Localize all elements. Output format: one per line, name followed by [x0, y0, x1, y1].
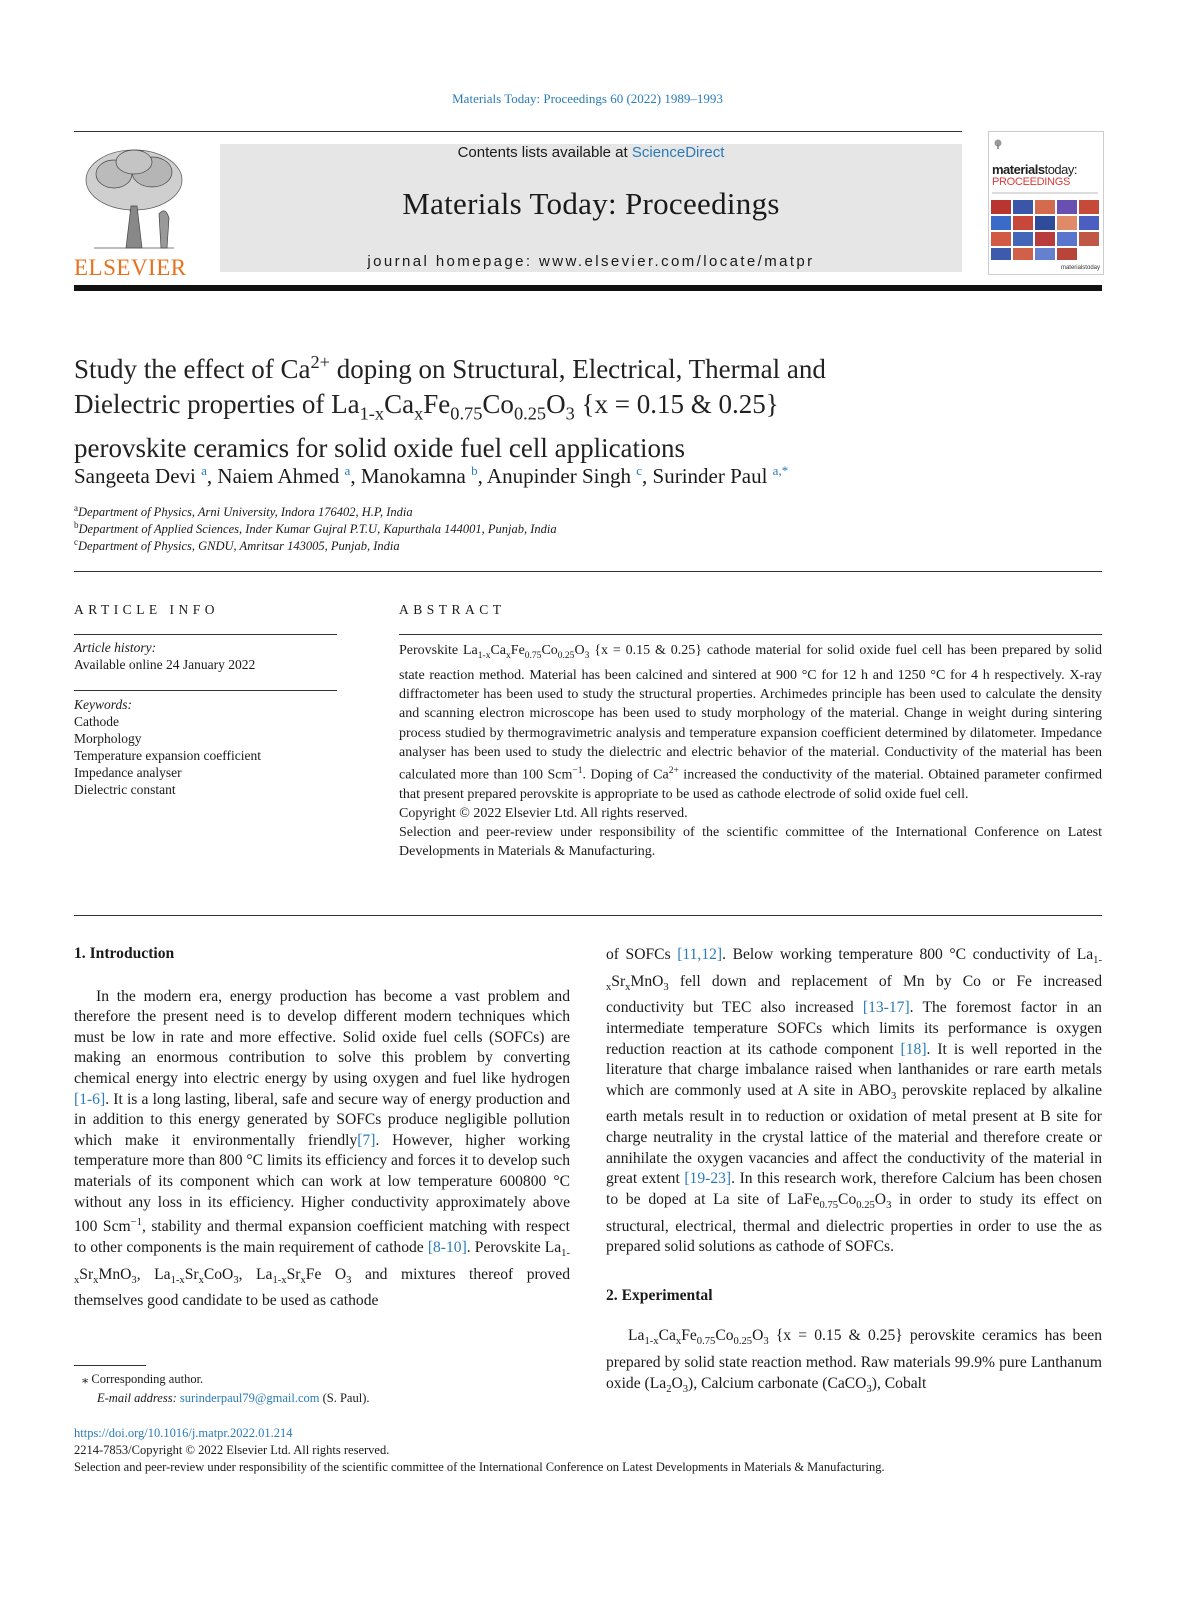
keyword: Dielectric constant [74, 782, 176, 797]
elsevier-tree-icon [74, 144, 194, 252]
header-rule-thick [74, 285, 1102, 291]
article-history: Article history: Available online 24 January 2022 [74, 640, 256, 672]
intro-paragraph-cont: of SOFCs [11,12]. Below working temperature 800 °C conductivity of $La_{1-x}Sr_xMnO_3$ fell down and replacement of Mn by Co or Fe increased conductivity but TEC also increased [13-17]. The foremost factor in an intermediate temperature SOFCs which limits its performance is oxygen reduction reaction at its cathode component [18]. It is well reported in the literature that charge imbalance raised when lanthanides or rare earth metals which are commonly used at A site in $ABO_3$ perovskite replaced by alkaline earth metals result in to reduction or oxidation of metal present at B site for charge neutrality in the crystal lattice of the material and therefore create or annihilate the oxygen vacancies and affect the conductivity of the material in great extent [19-23]. In this research work, therefore Calcium has been chosen to be doped at La site of $LaFe_{0.75}Co_{0.25}O_3$ in order to study its effect on structural, electrical, thermal and dielectric properties in order to use the as prepared solid solutions as cathode of SOFCs. [606, 946, 1102, 1256]
keyword: Cathode [74, 714, 119, 729]
author-list: Sangeeta Devi $^a$, Naiem Ahmed $^a$, Manokamna $^b$, Anupinder Singh $^c$, Surinder Paul $^{a,*}$ [74, 463, 789, 488]
peer-review-footer: Selection and peer-review under responsibility of the scientific committee of the International Conference on Latest Developments in Materials & Manufacturing. [74, 1460, 885, 1474]
author[interactable]: Sangeeta Devi $^a$ [74, 463, 207, 488]
journal-citation[interactable]: Materials Today: Proceedings 60 (2022) 1989–1993 [452, 91, 723, 106]
contents-line: Contents lists available at ScienceDirect [457, 144, 725, 161]
experimental-paragraph: $La_{1-x}Ca_xFe_{0.75}Co_{0.25}O_3$ {x = 0.15 & 0.25} perovskite ceramics has been prepared by solid state reaction method. Raw materials 99.9% pure Lanthanum oxide $(La_2O_3)$, Calcium carbonate (CaCO$_3$), Cobalt [606, 1327, 1102, 1395]
cover-title: materialstoday: [992, 162, 1078, 177]
section-heading: 1. Introduction [74, 945, 175, 962]
abstract-body: Perovskite $La_{1-x}Ca_xFe_{0.75}Co_{0.25}O_3$ {x = 0.15 & 0.25} cathode material for solid oxide fuel cell has been prepared by solid state reaction method. Material has been calcined and sintered at 900 °C for 12 h and 1250 °C for 4 h respectively. X-ray diffractometer has been used to study the structural properties. Archimedes principle has been used to calculate the density and scanning electron microscope has been used to study morphology of the material. Change in weight during sintering process studied by thermogravimetric analysis and temperature expansion coefficient determined by dilatometer. Impedance analyser has been used to study the dielectric and electric behavior of the material. Conductivity of the material has been calculated more than 100 Scm$^{-1}$. Doping of $Ca^{2+}$ increased the conductivity of the material. Obtained parameter confirmed that present prepared perovskite is appropriate to be used as cathode electrode of solid oxide fuel cell. Copyright © 2022 Elsevier Ltd. All rights reserved. Selection and peer-review under responsibility of the scientific committee of the International Conference on Latest Developments in Materials & Manufacturing. [399, 641, 1102, 862]
article-info-heading: ARTICLE INFO [74, 602, 220, 617]
issn-line: 2214-7853/Copyright © 2022 Elsevier Ltd. All rights reserved. [74, 1443, 390, 1457]
journal-homepage[interactable]: journal homepage: www.elsevier.com/locate/matpr [367, 253, 815, 270]
doi-link[interactable]: https://doi.org/10.1016/j.matpr.2022.01.214 [74, 1426, 293, 1440]
sciencedirect-link[interactable]: ScienceDirect [631, 144, 725, 161]
journal-name: Materials Today: Proceedings [402, 186, 780, 221]
cover-footer: materialstoday [1060, 265, 1100, 271]
affiliation: $^c$Department of Physics, GNDU, Amritsar 143005, Punjab, India [74, 537, 400, 554]
email-link[interactable]: surinderpaul79@gmail.com [179, 1391, 320, 1405]
divider [74, 634, 337, 635]
ref-link[interactable]: [8-10] [427, 1238, 467, 1256]
journal-cover[interactable] [988, 131, 1104, 275]
ref-link[interactable]: [19-23] [684, 1170, 732, 1188]
section-heading: 2. Experimental [606, 1286, 713, 1304]
intro-paragraph: In the modern era, energy production has become a vast problem and therefore the present need is to develop different modern techniques which must be low in rate and more effective. Solid oxide fuel cells (SOFCs) are making an enormous contribution to solve this problem by converting chemical energy into electric energy by using oxygen and fuel like hydrogen [1-6]. It is a long lasting, liberal, safe and secure way of energy production and in addition to this energy generated by SOFCs produce negligible pollution which make it environmentally friendly[7]. However, higher working temperature more than 800 °C limits its efficiency and forces it to develop such materials of its component which can work at low temperature 600800 °C without any loss in its efficiency. Higher conductivity approximately above 100 Scm$^{-1}$, stability and thermal expansion coefficient matching with respect to other components is the main requirement of cathode [8-10]. Perovskite $La_{1-x}Sr_xMnO_3$, $La_{1-x}Sr_xCoO_3$, $La_{1-x}Sr_xFe$ $O_3$ and mixtures thereof proved themselves good candidate to be used as cathode [74, 987, 570, 1310]
right-column [606, 945, 1102, 1400]
elsevier-mini-icon [993, 136, 1003, 146]
keyword: Morphology [74, 731, 142, 746]
article-title: Study the effect of $Ca^{2+}$ doping on Structural, Electrical, Thermal and Dielectric properties of $La_{1-x}Ca_xFe_{0.75}Co_{0.25}O_3$ {x = 0.15 & 0.25} perovskite ceramics for solid oxide fuel cell applications [74, 352, 826, 464]
author[interactable]: Manokamna $^b$ [360, 463, 478, 488]
author[interactable]: Anupinder Singh $^c$ [486, 463, 643, 488]
divider [399, 634, 1102, 635]
publisher-name: ELSEVIER [74, 255, 187, 280]
abstract-heading: ABSTRACT [399, 602, 506, 617]
divider [74, 571, 1102, 572]
header-rule-top [74, 131, 962, 132]
keywords: Keywords: Cathode Morphology Temperature expansion coefficient Impedance analyser Dielectric constant [74, 697, 261, 797]
affiliation: $^a$Department of Physics, Arni University, Indora 176402, H.P, India [74, 503, 413, 520]
ref-link[interactable]: [7] [357, 1131, 376, 1149]
divider [74, 690, 337, 691]
keyword: Impedance analyser [74, 765, 182, 780]
author[interactable]: Naiem Ahmed $^a$ [217, 463, 351, 488]
keyword: Temperature expansion coefficient [74, 748, 261, 763]
ref-link[interactable]: [1-6] [74, 1090, 106, 1108]
email-line: E-mail address: surinderpaul79@gmail.com (S. Paul). [97, 1391, 370, 1405]
corresponding-author: ⁎ Corresponding author. [82, 1372, 204, 1386]
ref-link[interactable]: [13-17] [862, 999, 910, 1017]
divider [74, 915, 1102, 916]
peer-review: Selection and peer-review under responsibility of the scientific committee of the International Conference on Latest Developments in Materials & Manufacturing. [399, 825, 1102, 860]
author[interactable]: Surinder Paul $^{a,*}$ [652, 463, 789, 488]
affiliation: $^b$Department of Applied Sciences, Inder Kumar Gujral P.T.U, Kapurthala 144001, Punjab, India [74, 520, 557, 537]
ref-link[interactable]: [18] [900, 1040, 927, 1058]
cover-image-grid [991, 200, 1099, 262]
cover-subtitle: PROCEEDINGS [992, 176, 1070, 188]
copyright: Copyright © 2022 Elsevier Ltd. All rights reserved. [399, 806, 688, 822]
ref-link[interactable]: [11,12] [677, 946, 723, 963]
left-column [74, 944, 570, 1312]
footnote-rule [74, 1365, 146, 1366]
elsevier-logo[interactable] [74, 144, 194, 280]
